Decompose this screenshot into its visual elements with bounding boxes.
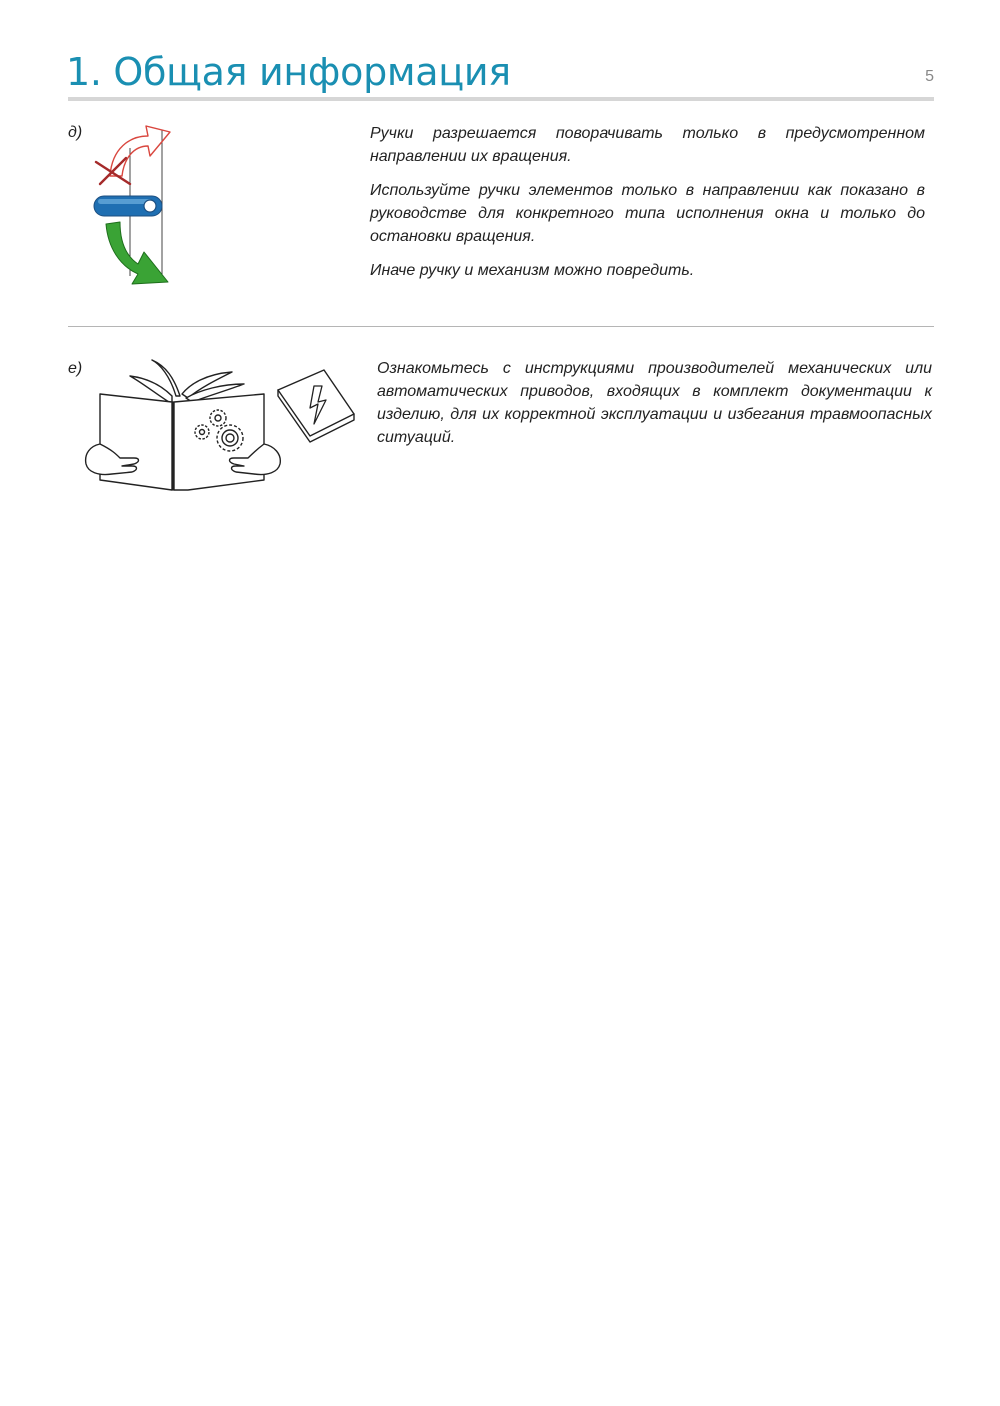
section-e-text: [377, 357, 932, 460]
section-label-d: д): [68, 124, 83, 141]
paragraph: Ручки разрешается поворачивать только в предусмотренном направлении их вращения.: [370, 125, 925, 165]
forbidden-rotation-arrow: [110, 126, 170, 176]
section-label-e: е): [68, 360, 83, 377]
book-right-page: [174, 394, 264, 490]
title-divider: [68, 97, 934, 101]
paragraph: Иначе ручку и механизм можно повредить.: [370, 262, 695, 279]
paragraph: Ознакомьтесь с инструкциями производителей механических или автоматических приводов, входящих в комплект документации к изделию, для их корректной эксплуатации и избегания травмоопасных ситуаций.: [377, 360, 932, 446]
window-handle-rotation-illustration: [86, 118, 178, 290]
page-title: 1. Общая информация: [66, 50, 511, 94]
section-d-text: [370, 122, 925, 293]
reading-manual-illustration: [82, 356, 360, 496]
page-number: 5: [925, 68, 934, 85]
allowed-rotation-arrow: [106, 222, 168, 284]
window-handle-icon: [94, 196, 162, 216]
section-divider: [68, 326, 934, 327]
paragraph: Используйте ручки элементов только в направлении как показано в руководстве для конкретного типа исполнения окна и только до остановки вращения.: [370, 182, 925, 245]
book-left-page: [100, 394, 172, 490]
